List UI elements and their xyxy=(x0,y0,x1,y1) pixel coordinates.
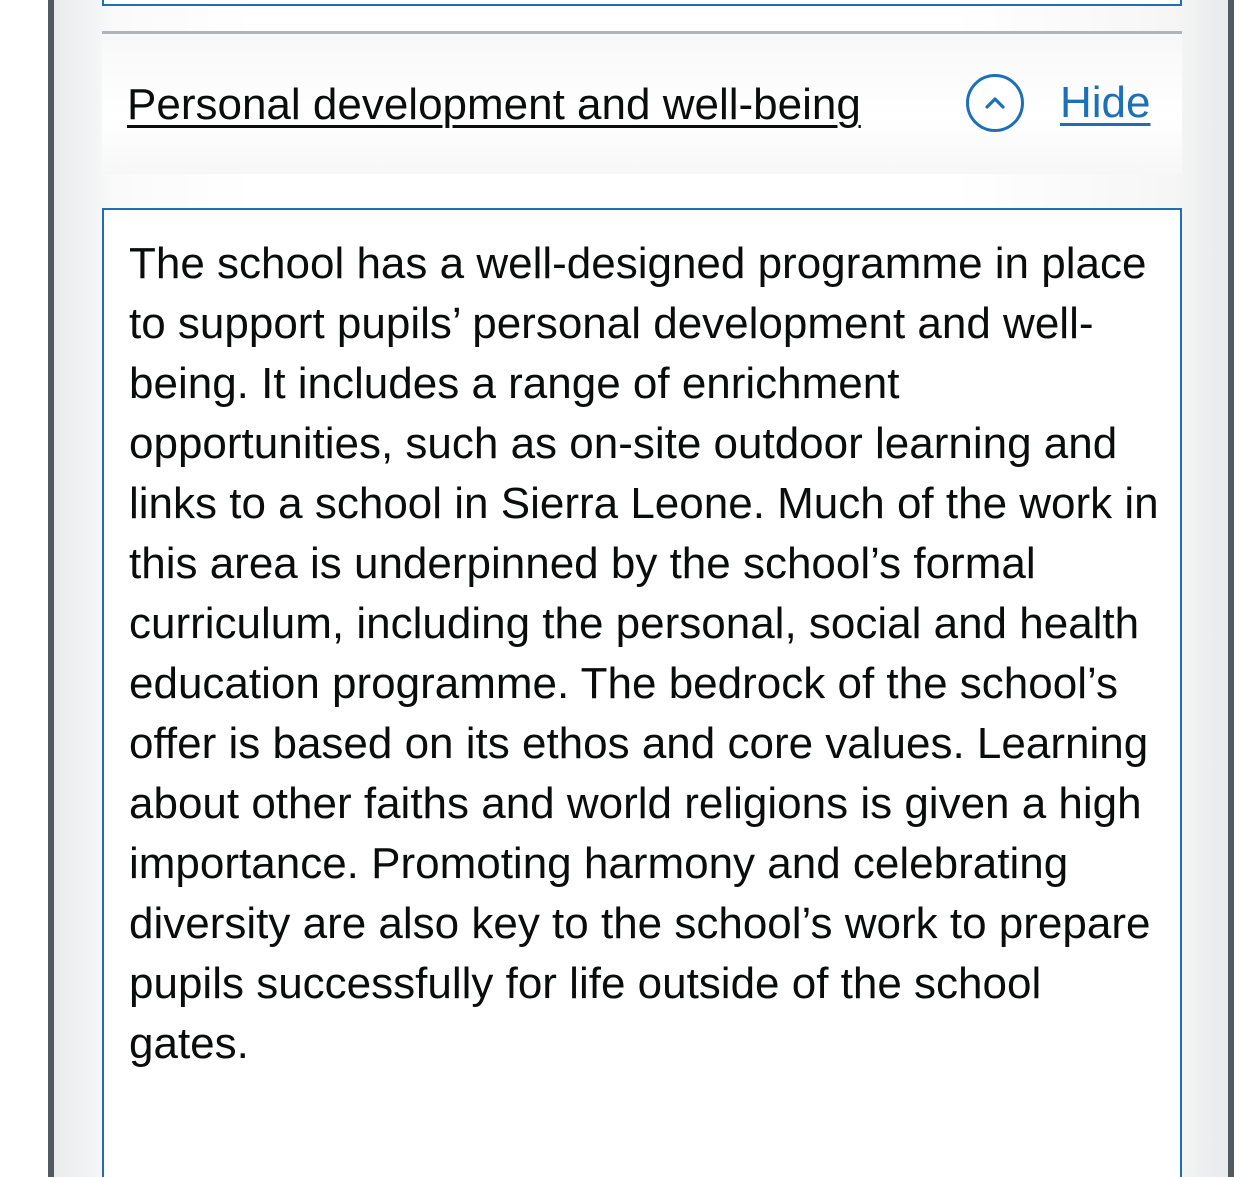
page-margin xyxy=(1234,0,1256,1177)
chevron-up-icon[interactable] xyxy=(966,74,1024,132)
chevron-up-icon-glyph xyxy=(980,88,1010,118)
previous-section-panel xyxy=(102,0,1182,6)
accordion-section-title[interactable]: Personal development and well-being xyxy=(127,80,861,129)
section-body-text: The school has a well-designed programme in place to support pupils’ personal development and well-being. It includes a range of enrichment opportunities, such as on-site outdoor learning and links to a school in Sierra Leone. Much of the work in this area is underpinned by the school’s formal curriculum, including the personal, social and health education programme. The bedrock of the school’s offer is based on its ethos and core values. Learning about other faiths and world religions is given a high importance. Promoting harmony and celebrating diversity are also key to the school’s work to prepare pupils successfully for life outside of the school gates. xyxy=(129,239,1159,1068)
hide-link[interactable]: Hide xyxy=(1060,78,1151,127)
hide-toggle[interactable] xyxy=(966,74,1151,132)
